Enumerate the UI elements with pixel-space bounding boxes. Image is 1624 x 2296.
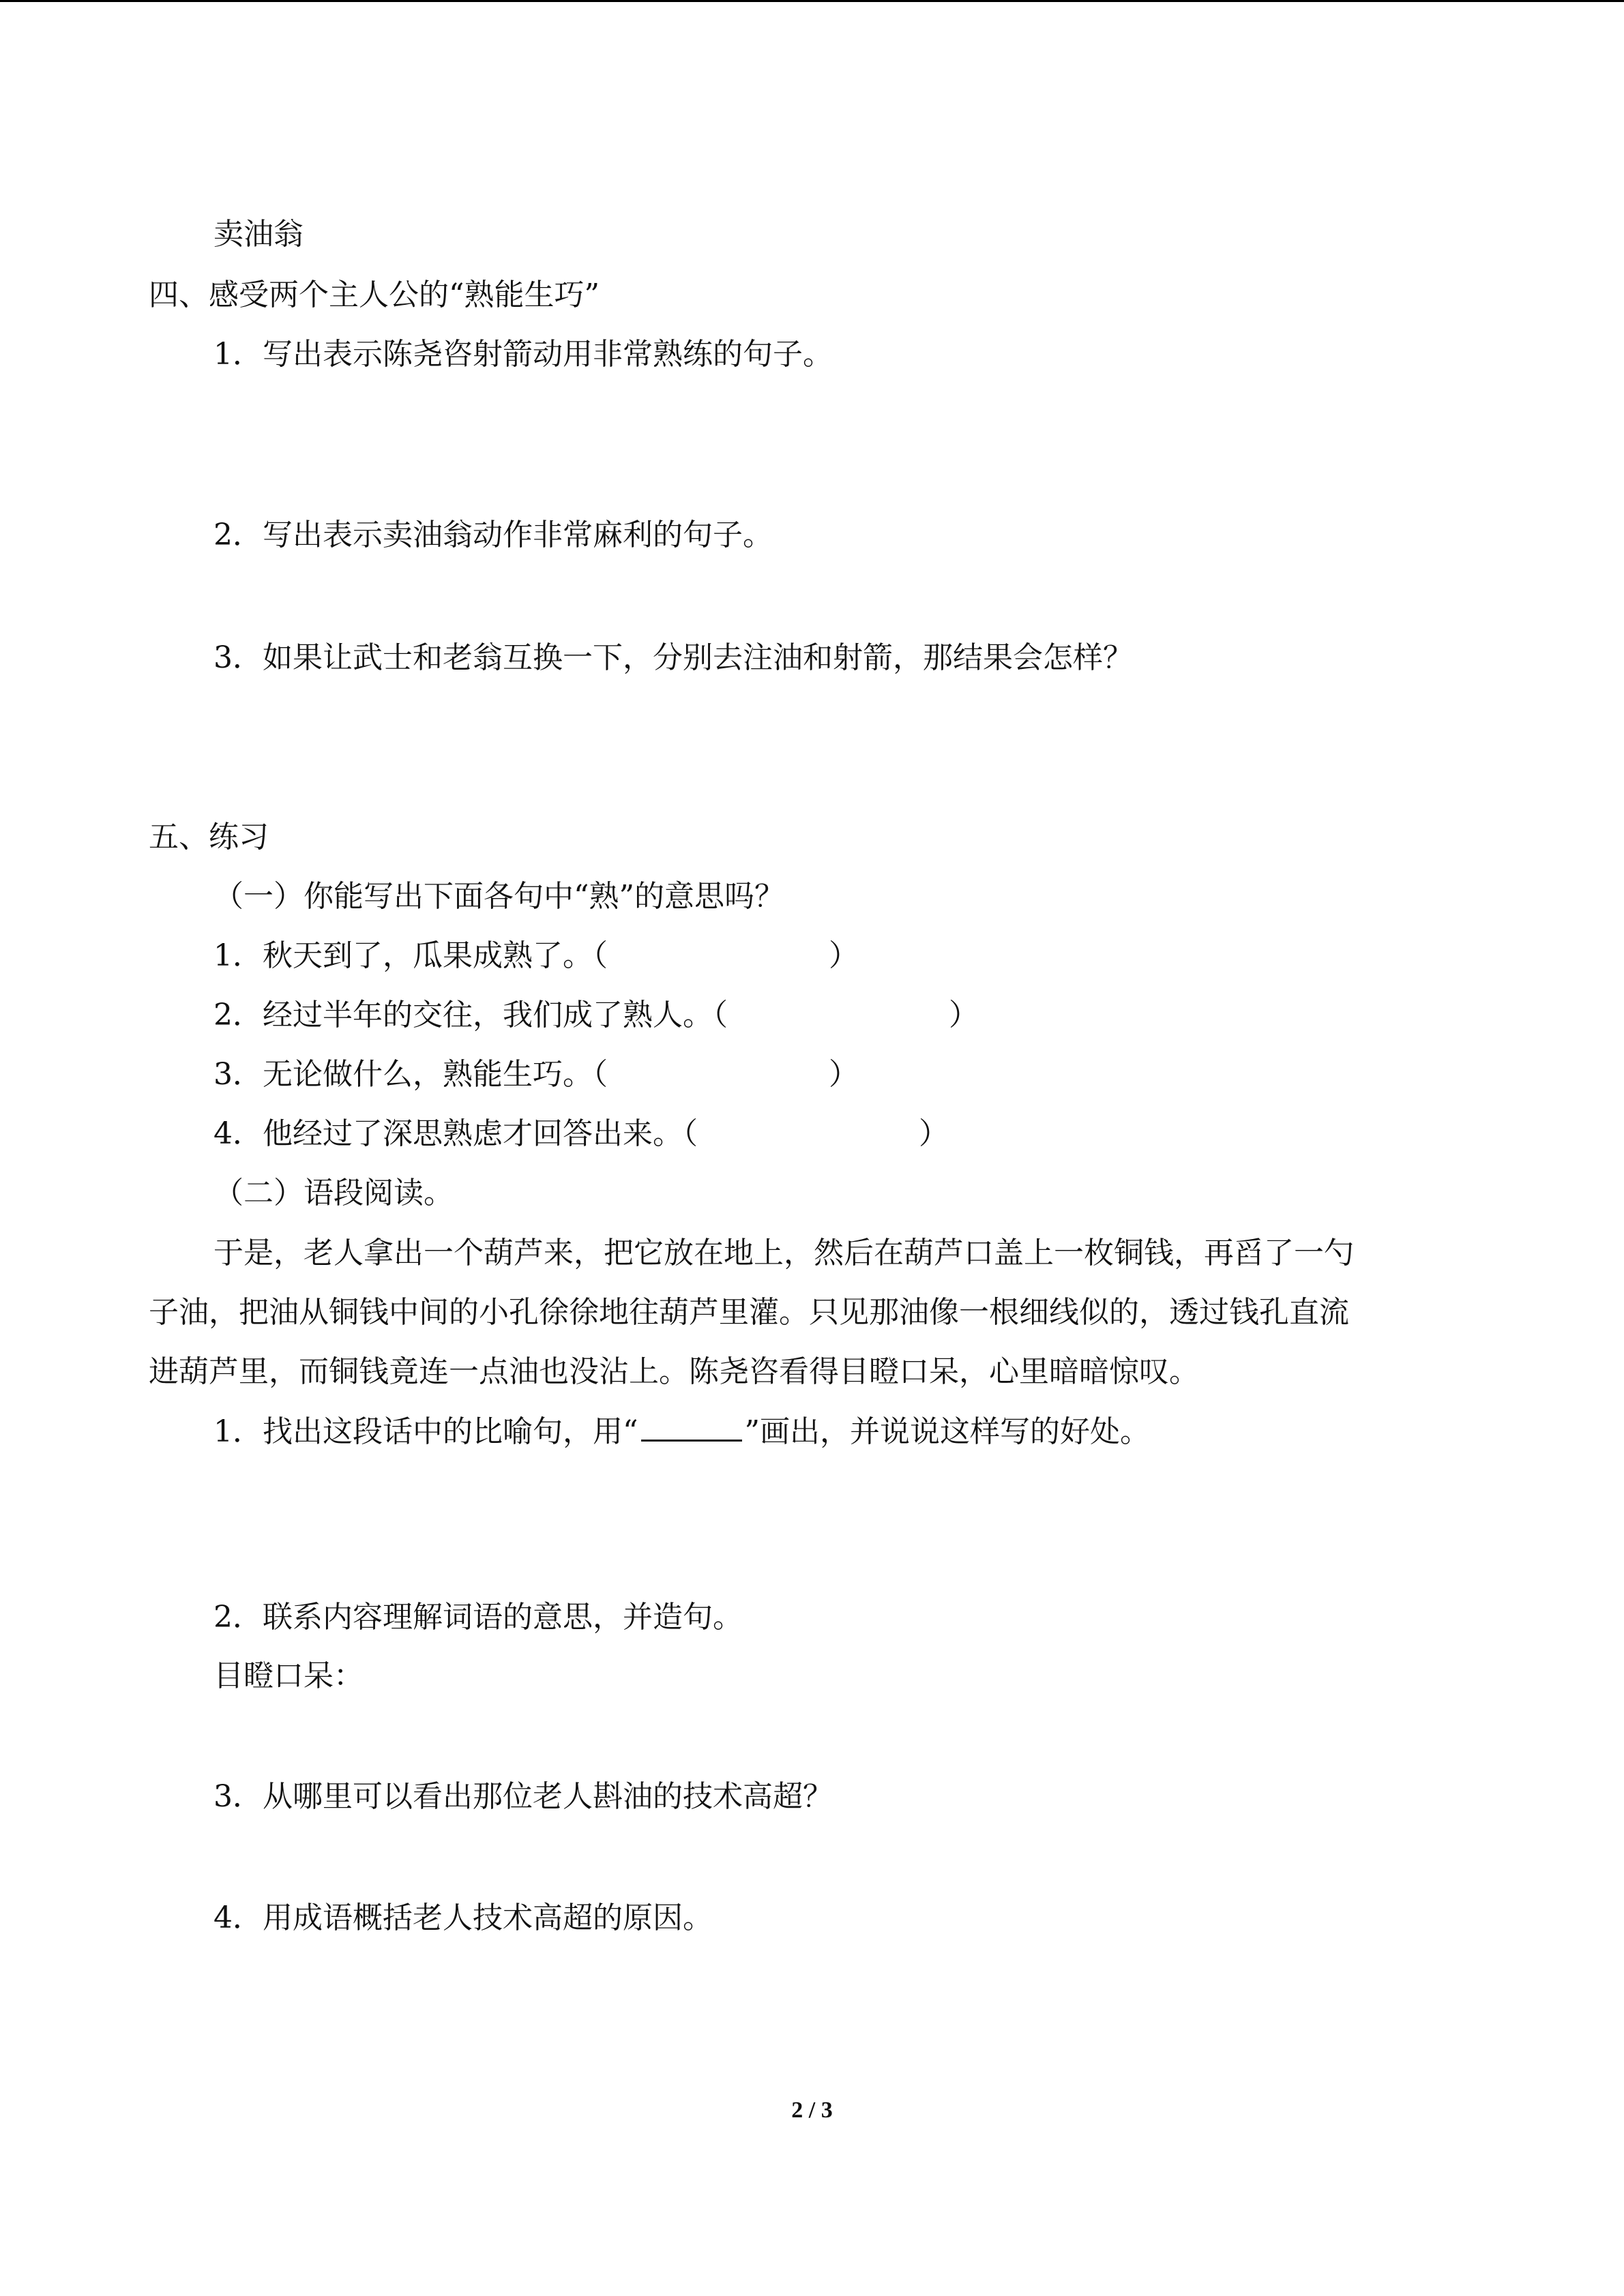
question-4-1: 1．写出表示陈尧咨射箭动用非常熟练的句子。 <box>213 337 833 372</box>
idiom-prompt: 目瞪口呆： <box>213 1658 364 1693</box>
top-border <box>0 0 1624 2</box>
subsection-one-heading: （一）你能写出下面各句中“熟”的意思吗？ <box>213 879 784 914</box>
reading-passage-line-1: 于是，老人拿出一个葫芦来，把它放在地上，然后在葫芦口盖上一枚铜钱，再舀了一勺 <box>213 1236 1354 1270</box>
section-four-heading: 四、感受两个主人公的“熟能生巧” <box>149 278 600 312</box>
reading-passage-line-3: 进葫芦里，而铜钱竟连一点油也没沾上。陈尧咨看得目瞪口呆，心里暗暗惊叹。 <box>149 1354 1199 1389</box>
exercise-1-2: 2．经过半年的交往，我们成了熟人。（ ） <box>213 998 979 1032</box>
subsection-two-heading: （二）语段阅读。 <box>213 1176 454 1210</box>
section-five-heading: 五、练习 <box>149 820 269 854</box>
question-4-2: 2．写出表示卖油翁动作非常麻利的句子。 <box>213 518 773 552</box>
question-4-3: 3．如果让武士和老翁互换一下，分别去注油和射箭，那结果会怎样？ <box>213 640 1133 675</box>
question-5-3: 3．从哪里可以看出那位老人斟油的技术高超？ <box>213 1779 833 1814</box>
question-5-1: 1．找出这段话中的比喻句，用“ ”画出，并说说这样写的好处。 <box>213 1414 1150 1449</box>
exercise-1-1: 1．秋天到了，瓜果成熟了。（ ） <box>213 938 859 973</box>
page-number: 2 / 3 <box>791 2098 833 2123</box>
reading-passage-line-2: 子油，把油从铜钱中间的小孔徐徐地往葫芦里灌。只见那油像一根细线似的，透过钱孔直流 <box>149 1295 1349 1330</box>
passage-title: 卖油翁 <box>213 217 304 252</box>
question-5-4: 4．用成语概括老人技术高超的原因。 <box>213 1900 713 1935</box>
question-5-2: 2．联系内容理解词语的意思，并造句。 <box>213 1600 743 1635</box>
exercise-1-4: 4．他经过了深思熟虑才回答出来。（ ） <box>213 1116 949 1151</box>
underline-marker <box>641 1416 742 1442</box>
exercise-1-3: 3．无论做什么，熟能生巧。（ ） <box>213 1057 859 1092</box>
